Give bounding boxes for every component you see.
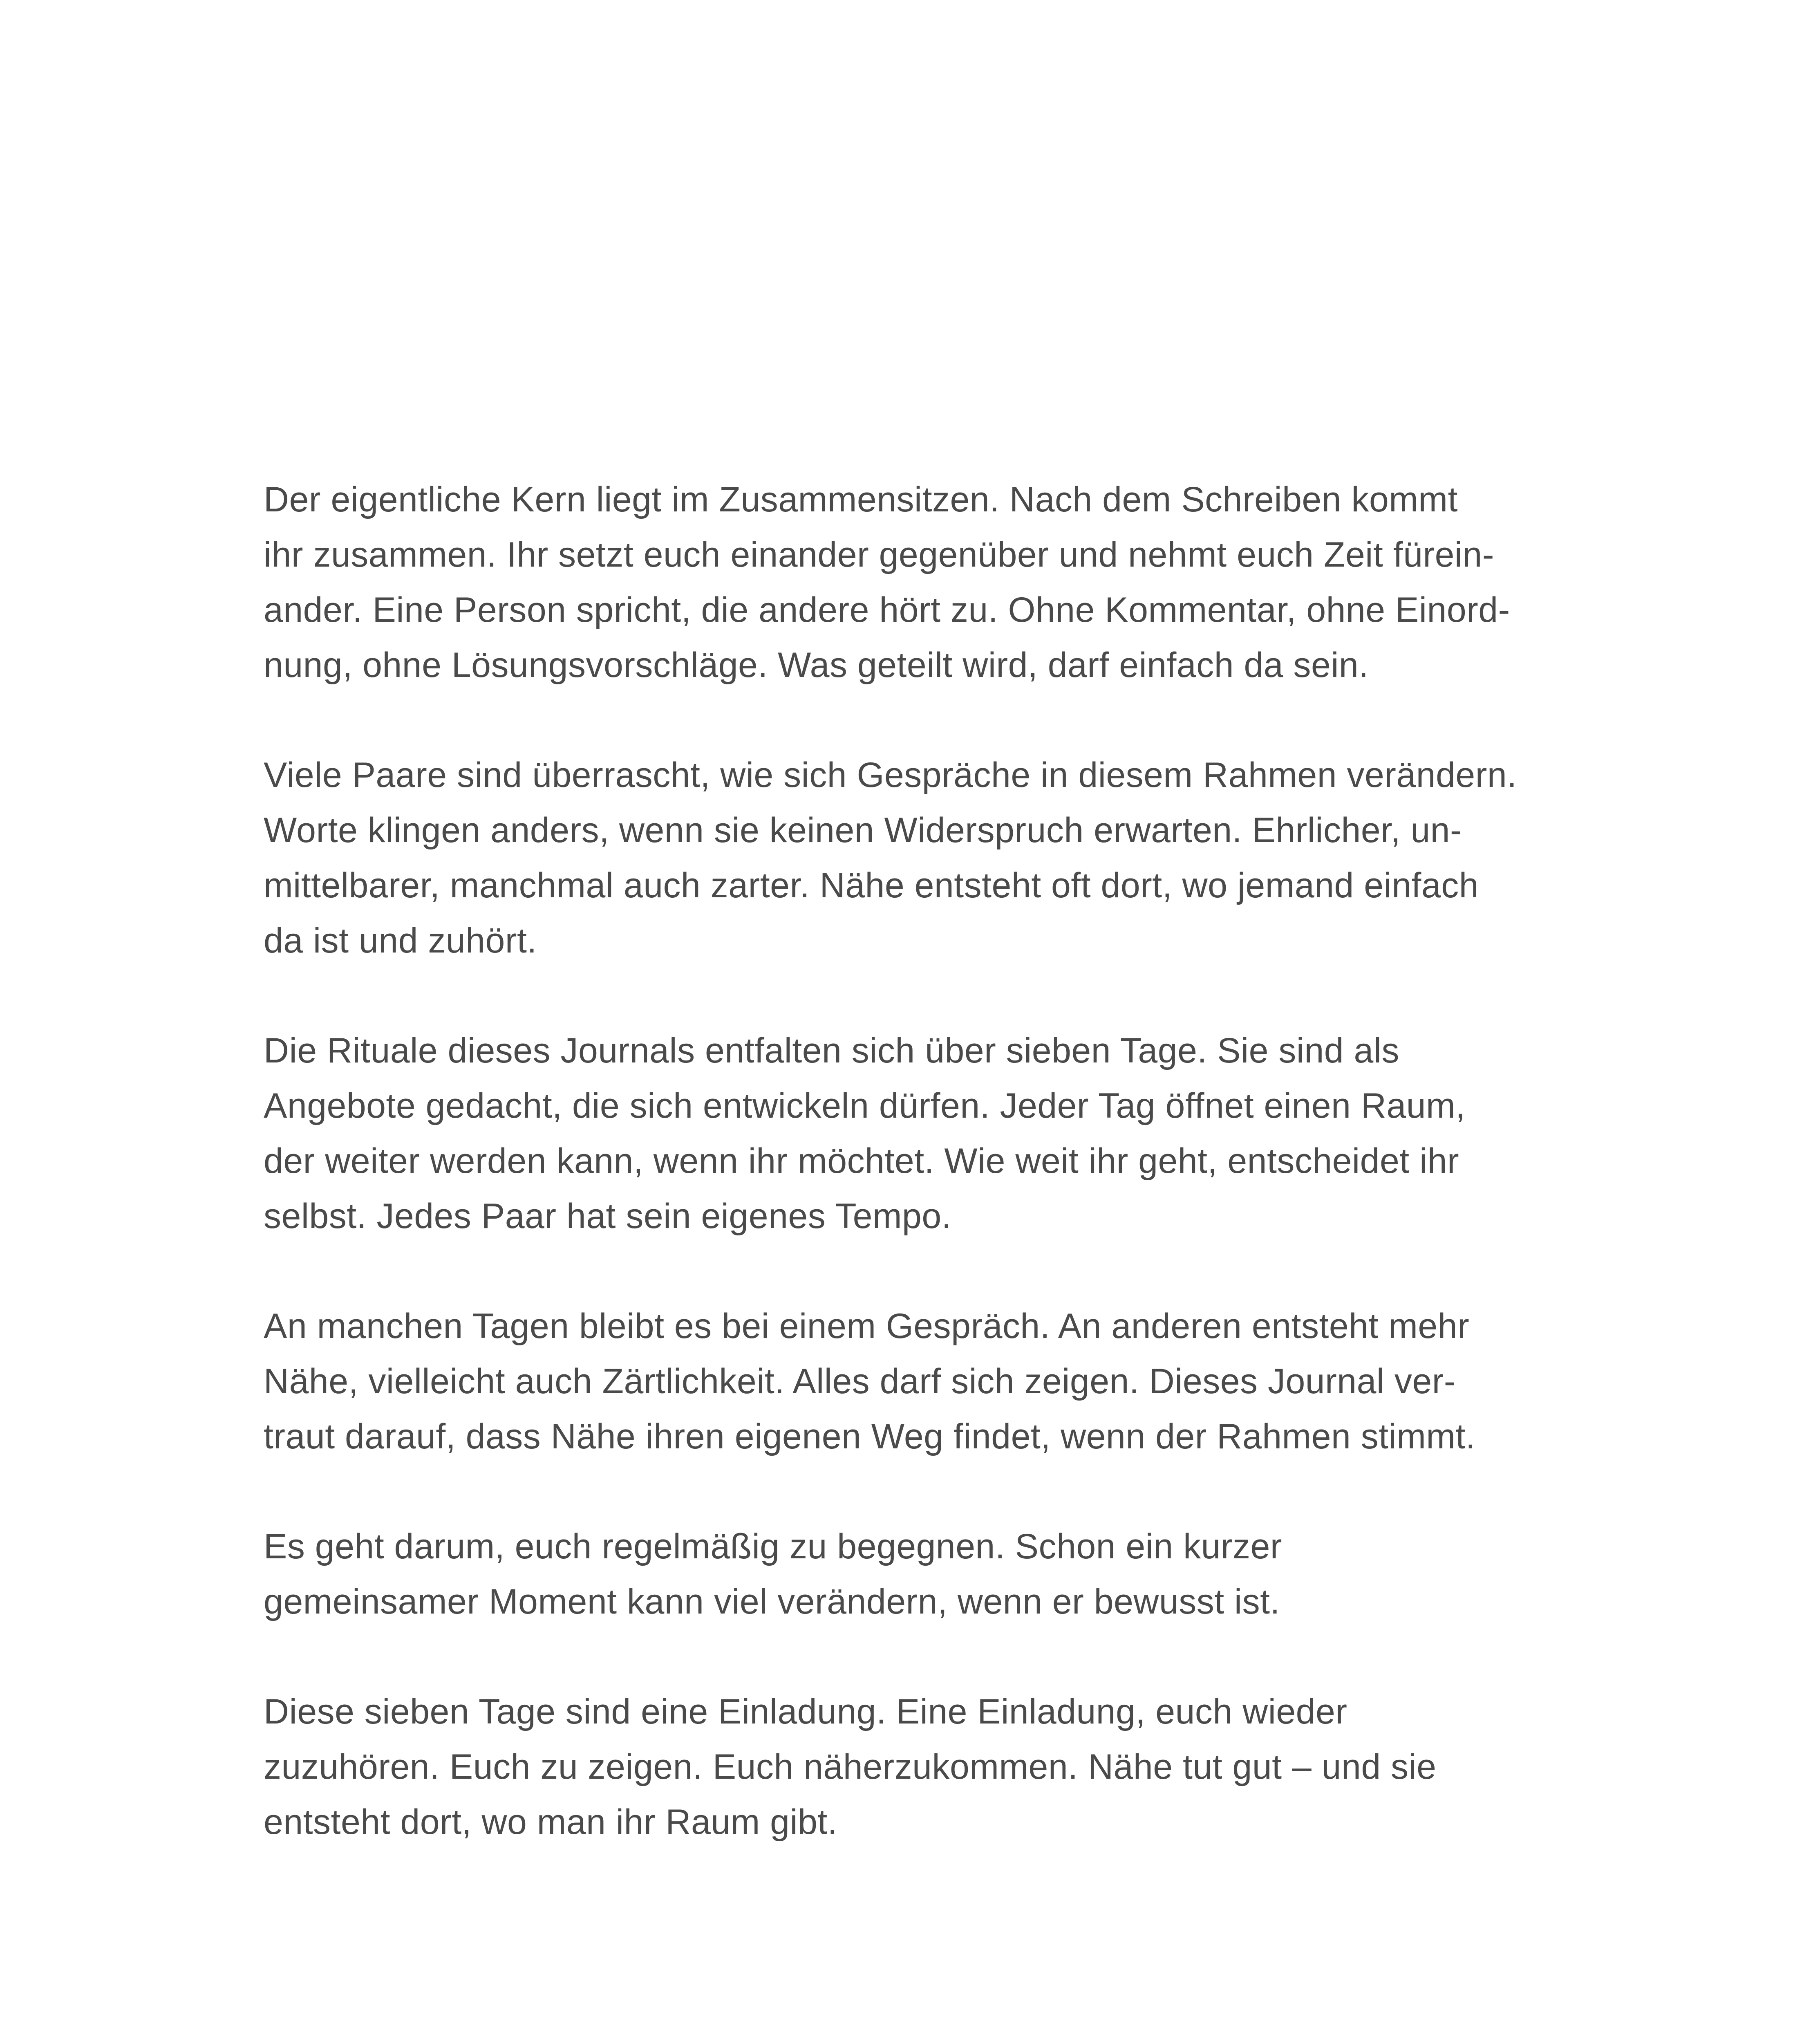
text-line: traut darauf, dass Nähe ihren eigenen Weg findet, wenn der Rahmen stimmt. — [264, 1417, 1476, 1456]
text-line: Angebote gedacht, die sich entwickeln dürfen. Jeder Tag öffnet einen Raum, — [264, 1086, 1466, 1125]
text-line: Worte klingen anders, wenn sie keinen Widerspruch erwarten. Ehrlicher, un- — [264, 811, 1462, 850]
text-line: der weiter werden kann, wenn ihr möchtet. Wie weit ihr geht, entscheidet ihr — [264, 1141, 1459, 1181]
text-line: Die Rituale dieses Journals entfalten sich über sieben Tage. Sie sind als — [264, 1031, 1399, 1070]
text-line: Der eigentliche Kern liegt im Zusammensitzen. Nach dem Schreiben kommt — [264, 480, 1458, 519]
text-line: ander. Eine Person spricht, die andere hört zu. Ohne Kommentar, ohne Einord- — [264, 590, 1510, 630]
text-line: selbst. Jedes Paar hat sein eigenes Tempo. — [264, 1197, 952, 1236]
text-line: nung, ohne Lösungsvorschläge. Was geteilt wird, darf einfach da sein. — [264, 645, 1369, 685]
paragraph-1 — [264, 472, 1563, 693]
paragraph-3 — [264, 1023, 1563, 1244]
text-line: Viele Paare sind überrascht, wie sich Gespräche in diesem Rahmen verändern. — [264, 755, 1517, 795]
text-line: An manchen Tagen bleibt es bei einem Gespräch. An anderen entsteht mehr — [264, 1307, 1470, 1346]
text-line: Es geht darum, euch regelmäßig zu begegnen. Schon ein kurzer — [264, 1527, 1283, 1566]
paragraph-5 — [264, 1519, 1563, 1629]
text-line: entsteht dort, wo man ihr Raum gibt. — [264, 1802, 838, 1842]
paragraph-4 — [264, 1299, 1563, 1464]
text-line: mittelbarer, manchmal auch zarter. Nähe entsteht oft dort, wo jemand einfach — [264, 866, 1479, 905]
body-text — [264, 472, 1563, 1850]
text-line: zuzuhören. Euch zu zeigen. Euch näherzukommen. Nähe tut gut – und sie — [264, 1747, 1437, 1786]
text-line: Nähe, vielleicht auch Zärtlichkeit. Alles darf sich zeigen. Dieses Journal ver- — [264, 1362, 1456, 1401]
paragraph-2 — [264, 748, 1563, 968]
text-line: Diese sieben Tage sind eine Einladung. Eine Einladung, euch wieder — [264, 1692, 1347, 1731]
text-line: gemeinsamer Moment kann viel verändern, wenn er bewusst ist. — [264, 1582, 1280, 1621]
text-line: da ist und zuhört. — [264, 921, 537, 960]
paragraph-6 — [264, 1684, 1563, 1850]
text-line: ihr zusammen. Ihr setzt euch einander gegenüber und nehmt euch Zeit fürein- — [264, 535, 1494, 574]
